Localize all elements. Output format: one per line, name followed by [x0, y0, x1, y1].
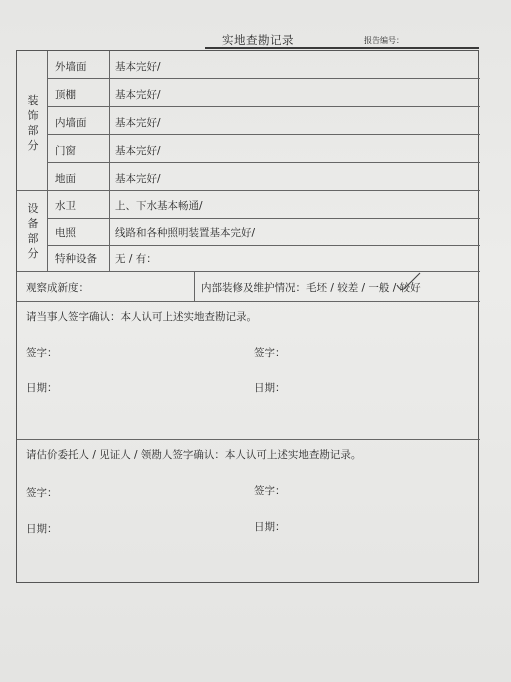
handwritten-check-mark-icon: [396, 272, 422, 294]
column-divider: [109, 51, 110, 271]
decoration-section-label: 装饰部分: [27, 94, 39, 152]
newness-label: 观察成新度：: [26, 282, 89, 294]
row-divider: [47, 134, 480, 135]
column-divider: [194, 271, 195, 301]
party-sign-right-label: 签字：: [254, 347, 286, 359]
decoration-value-exterior-wall: 基本完好/: [115, 61, 161, 73]
equipment-value-special: 无 / 有：: [115, 253, 157, 265]
report-number-label: 报告编号：: [364, 36, 404, 45]
equipment-value-electrical: 线路和各种照明装置基本完好/: [115, 227, 256, 239]
column-divider: [47, 51, 48, 271]
row-divider: [47, 218, 480, 219]
client-date-right-label: 日期：: [254, 521, 286, 533]
client-confirm-statement: 请估价委托人 / 见证人 / 领勘人签字确认：本人认可上述实地查勘记录。: [26, 449, 362, 461]
decoration-value-floor: 基本完好/: [115, 173, 161, 185]
client-sign-right-label: 签字：: [254, 485, 286, 497]
equipment-item-special: 特种设备: [55, 253, 97, 265]
equipment-item-electrical: 电照: [55, 227, 76, 239]
section-divider: [17, 439, 480, 440]
party-sign-left-label: 签字：: [26, 347, 58, 359]
row-divider: [47, 78, 480, 79]
section-divider: [17, 190, 480, 191]
row-divider: [47, 245, 480, 246]
page-title: 实地查勘记录: [222, 33, 294, 47]
equipment-item-plumbing: 水卫: [55, 200, 76, 212]
decoration-value-interior-wall: 基本完好/: [115, 117, 161, 129]
decoration-value-doors-windows: 基本完好/: [115, 145, 161, 157]
client-sign-left-label: 签字：: [26, 487, 58, 499]
row-divider: [47, 106, 480, 107]
decoration-item-exterior-wall: 外墙面: [55, 61, 87, 73]
decoration-item-interior-wall: 内墙面: [55, 117, 87, 129]
party-date-right-label: 日期：: [254, 382, 286, 394]
decoration-item-ceiling: 顶棚: [55, 89, 76, 101]
party-date-left-label: 日期：: [26, 382, 58, 394]
decoration-item-doors-windows: 门窗: [55, 145, 76, 157]
section-divider: [17, 301, 480, 302]
client-date-left-label: 日期：: [26, 523, 58, 535]
header-rule: [205, 47, 479, 49]
party-confirm-statement: 请当事人签字确认：本人认可上述实地查勘记录。: [26, 311, 257, 323]
equipment-section-label: 设备部分: [27, 202, 39, 260]
decoration-value-ceiling: 基本完好/: [115, 89, 161, 101]
survey-form: [16, 50, 479, 583]
decoration-item-floor: 地面: [55, 173, 76, 185]
row-divider: [47, 162, 480, 163]
maintenance-condition-text: 内部装修及维护情况：毛坯 / 较差 / 一般 / 较好: [201, 282, 421, 294]
equipment-value-plumbing: 上、下水基本畅通/: [115, 200, 203, 212]
